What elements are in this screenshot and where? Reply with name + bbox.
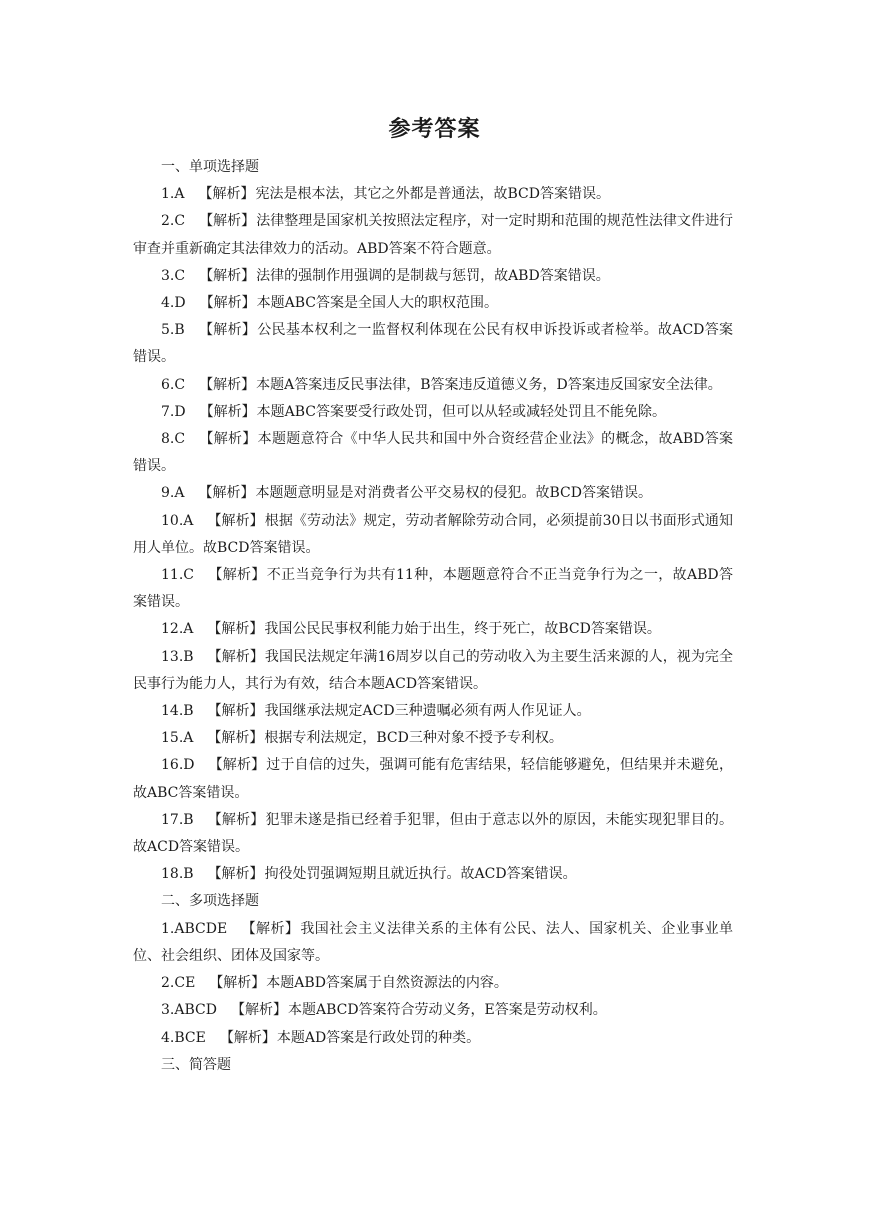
analysis-text: 本题A答案违反民事法律，B答案违反道德义务，D答案违反国家安全法律。: [256, 376, 722, 393]
answer-item: [133, 725, 733, 752]
answer-item: [133, 426, 733, 480]
analysis-text: 本题ABC答案要受行政处罚，但可以从轻或减轻处罚且不能免除。: [256, 403, 666, 420]
answer-number: 17.B: [161, 811, 194, 828]
answer-item: [133, 480, 733, 507]
answer-number: 12.A: [161, 621, 194, 638]
answer-number: 6.C: [161, 376, 186, 393]
answer-item: [133, 752, 733, 806]
analysis-tag: 【解析】: [241, 920, 300, 937]
analysis-text: 法律整理是国家机关按照法定程序，对一定时期和范围的规范性法律文件进行审查并重新确定其法律效力的活动。ABD答案不符合题意。: [133, 213, 734, 257]
analysis-text: 本题ABC答案是全国人大的职权范围。: [256, 295, 498, 312]
analysis-tag: 【解析】: [230, 1002, 287, 1019]
answer-number: 10.A: [161, 512, 194, 529]
answer-number: 3.C: [161, 267, 186, 284]
answer-item: [133, 970, 733, 997]
answer-number: 1.ABCDE: [161, 920, 228, 937]
analysis-text: 犯罪未遂是指已经着手犯罪，但由于意志以外的原因，未能实现犯罪目的。故ACD答案错误。: [133, 811, 734, 856]
analysis-text: 根据《劳动法》规定，劳动者解除劳动合同，必须提前30日以书面形式通知用人单位。故BCD答案错误。: [133, 512, 734, 556]
answer-number: 13.B: [161, 648, 194, 665]
analysis-tag: 【解析】: [219, 1029, 276, 1046]
analysis-tag: 【解析】: [207, 866, 264, 883]
analysis-text: 我国社会主义法律关系的主体有公民、法人、国家机关、企业事业单位、社会组织、团体及国家等。: [133, 920, 734, 964]
analysis-text: 本题AD答案是行政处罚的种类。: [276, 1029, 481, 1046]
analysis-tag: 【解析】: [209, 975, 266, 992]
answer-number: 18.B: [161, 866, 194, 883]
section-heading: 二、多项选择题: [161, 893, 259, 910]
answer-item: [133, 1025, 733, 1052]
answer-number: 8.C: [161, 431, 186, 448]
answer-item: [133, 290, 733, 317]
answer-number: 16.D: [161, 757, 195, 774]
answer-number: 7.D: [161, 403, 186, 420]
analysis-tag: 【解析】: [207, 811, 265, 828]
analysis-tag: 【解析】: [199, 403, 256, 420]
analysis-text: 本题ABD答案属于自然资源法的内容。: [266, 975, 508, 992]
analysis-tag: 【解析】: [208, 757, 266, 774]
analysis-tag: 【解析】: [198, 485, 255, 502]
answer-number: 1.A: [161, 186, 185, 203]
analysis-tag: 【解析】: [199, 431, 257, 448]
answer-number: 2.CE: [161, 975, 196, 992]
answer-list: [133, 154, 733, 1079]
analysis-tag: 【解析】: [198, 186, 255, 203]
answer-item: [133, 616, 733, 643]
answer-number: 9.A: [161, 485, 185, 502]
analysis-tag: 【解析】: [207, 621, 264, 638]
section-heading: 一、单项选择题: [161, 159, 259, 175]
analysis-text: 过于自信的过失，强调可能有危害结果，轻信能够避免，但结果并未避免，故ABC答案错误。: [133, 757, 734, 801]
answer-number: 3.ABCD: [161, 1002, 217, 1019]
analysis-tag: 【解析】: [207, 730, 264, 747]
answer-number: 4.D: [161, 295, 186, 312]
analysis-tag: 【解析】: [199, 213, 256, 230]
analysis-text: 本题题意明显是对消费者公平交易权的侵犯。故BCD答案错误。: [255, 485, 652, 502]
analysis-tag: 【解析】: [207, 648, 264, 665]
answer-number: 11.C: [161, 567, 194, 584]
analysis-tag: 【解析】: [198, 322, 257, 339]
section-heading: 三、简答题: [161, 1056, 231, 1073]
answer-item: [133, 916, 733, 970]
analysis-tag: 【解析】: [199, 295, 256, 312]
analysis-text: 拘役处罚强调短期且就近执行。故ACD答案错误。: [264, 866, 577, 883]
answer-number: 15.A: [161, 730, 194, 747]
answer-number: 5.B: [161, 322, 185, 339]
analysis-text: 我国继承法规定ACD三种遗嘱必须有两人作见证人。: [264, 703, 591, 720]
analysis-text: 不正当竞争行为共有11种，本题题意符合不正当竞争行为之一，故ABD答案错误。: [133, 567, 733, 611]
analysis-text: 公民基本权利之一监督权利体现在公民有权申诉投诉或者检举。故ACD答案错误。: [133, 322, 734, 366]
answer-item: [133, 317, 733, 371]
answer-number: 4.BCE: [161, 1029, 206, 1046]
answer-item: [133, 263, 733, 290]
answer-item: [133, 208, 733, 262]
answer-item: [133, 399, 733, 426]
analysis-tag: 【解析】: [207, 703, 264, 720]
answer-item: [133, 562, 733, 616]
answer-item: [133, 698, 733, 725]
analysis-text: 法律的强制作用强调的是制裁与惩罚，故ABD答案错误。: [256, 267, 610, 284]
analysis-tag: 【解析】: [199, 267, 256, 284]
analysis-text: 根据专利法规定，BCD三种对象不授予专利权。: [264, 730, 563, 747]
analysis-text: 本题题意符合《中华人民共和国中外合资经营企业法》的概念，故ABD答案错误。: [133, 431, 734, 475]
answer-item: [133, 181, 733, 208]
analysis-text: 我国民法规定年满16周岁以自己的劳动收入为主要生活来源的人，视为完全民事行为能力人，其行为有效，结合本题ACD答案错误。: [133, 648, 734, 692]
answer-item: [133, 861, 733, 888]
answer-item: [133, 997, 733, 1024]
analysis-tag: 【解析】: [199, 376, 256, 393]
answer-item: [133, 372, 733, 399]
answer-item: [133, 508, 733, 562]
answer-number: 2.C: [161, 213, 186, 230]
answer-number: 14.B: [161, 703, 194, 720]
analysis-tag: 【解析】: [207, 567, 266, 584]
analysis-text: 我国公民民事权利能力始于出生，终于死亡，故BCD答案错误。: [264, 621, 661, 638]
analysis-text: 本题ABCD答案符合劳动义务，E答案是劳动权利。: [287, 1002, 607, 1019]
analysis-tag: 【解析】: [207, 512, 264, 529]
page-title: 参考答案: [388, 116, 481, 142]
answer-item: [133, 644, 733, 698]
analysis-text: 宪法是根本法，其它之外都是普通法，故BCD答案错误。: [255, 186, 610, 203]
answer-item: [133, 807, 733, 861]
